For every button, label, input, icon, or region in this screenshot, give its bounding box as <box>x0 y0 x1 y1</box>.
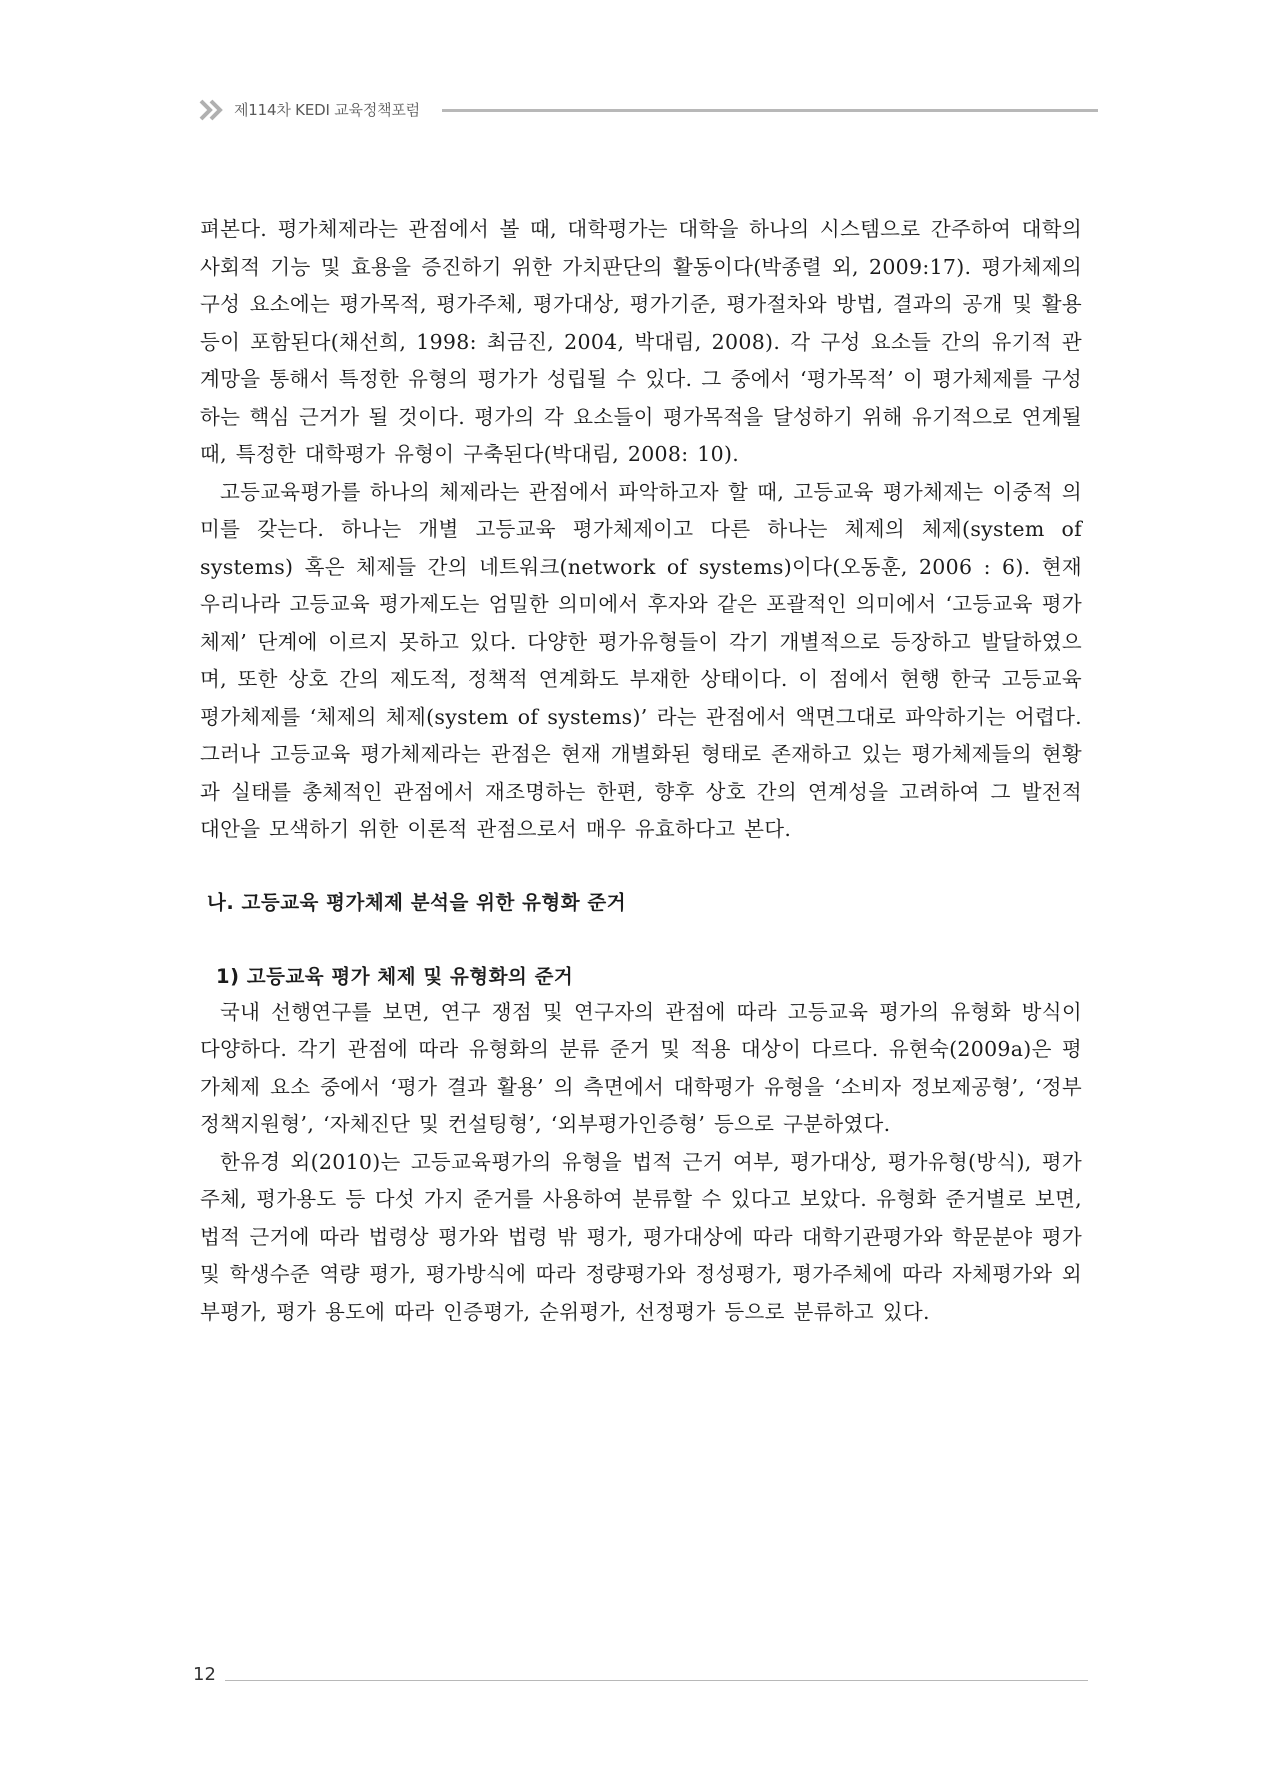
paragraph-2: 고등교육평가를 하나의 체제라는 관점에서 파악하고자 할 때, 고등교육 평가체제는 이중적 의미를 갖는다. 하나는 개별 고등교육 평가체제이고 다른 하나는 체제의 체제(system of systems) 혹은 체제들 간의 네트워크(network of systems)이다(오동훈, 2006 : 6). 현재 우리나라 고등교육 평가제도는 엄밀한 의미에서 후자와 같은 포괄적인 의미에서 ‘고등교육 평가체제’ 단계에 이르지 못하고 있다. 다양한 평가유형들이 각기 개별적으로 등장하고 발달하였으며, 또한 상호 간의 제도적, 정책적 연계화도 부재한 상태이다. 이 점에서 현행 한국 고등교육 평가체제를 ‘체제의 체제(system of systems)’ 라는 관점에서 액면그대로 파악하기는 어렵다. 그러나 고등교육 평가체제라는 관점은 현재 개별화된 형태로 존재하고 있는 평가체제들의 현황과 실태를 총체적인 관점에서 재조명하는 한편, 향후 상호 간의 연계성을 고려하여 그 발전적 대안을 모색하기 위한 이론적 관점으로서 매우 유효하다고 본다. <box>200 479 1082 841</box>
paragraph-1: 펴본다. 평가체제라는 관점에서 볼 때, 대학평가는 대학을 하나의 시스템으로 간주하여 대학의 사회적 기능 및 효용을 증진하기 위한 가치판단의 활동이다(박종렬 외, 2009:17). 평가체제의 구성 요소에는 평가목적, 평가주체, 평가대상, 평가기준, 평가절차와 방법, 결과의 공개 및 활용 등이 포함된다(채선희, 1998: 최금진, 2004, 박대림, 2008). 각 구성 요소들 간의 유기적 관계망을 통해서 특정한 유형의 평가가 성립될 수 있다. 그 중에서 ‘평가목적’ 이 평가체제를 구성하는 핵심 근거가 될 것이다. 평가의 각 요소들이 평가목적을 달성하기 위해 유기적으로 연계될 때, 특정한 대학평가 유형이 구축된다(박대림, 2008: 10). <box>200 217 1082 466</box>
running-header <box>198 95 1098 125</box>
paragraph-3: 국내 선행연구를 보면, 연구 쟁점 및 연구자의 관점에 따라 고등교육 평가의 유형화 방식이 다양하다. 각기 관점에 따라 유형화의 분류 준거 및 적용 대상이 다르다. 유현숙(2009a)은 평가체제 요소 중에서 ‘평가 결과 활용’ 의 측면에서 대학평가 유형을 ‘소비자 정보제공형’, ‘정부 정책지원형’, ‘자체진단 및 컨설팅형’, ‘외부평가인증형’ 등으로 구분하였다. <box>200 999 1082 1136</box>
header-rule <box>442 109 1098 112</box>
page-number: 12 <box>193 1664 216 1685</box>
footer-rule <box>225 1680 1088 1681</box>
section-heading: 나. 고등교육 평가체제 분석을 위한 유형화 준거 <box>207 890 627 914</box>
subsection-heading: 1) 고등교육 평가 체제 및 유형화의 준거 <box>216 964 574 988</box>
page-footer <box>193 1662 1088 1692</box>
page-body <box>200 211 1082 1331</box>
double-chevron-icon <box>198 97 228 123</box>
paragraph-4: 한유경 외(2010)는 고등교육평가의 유형을 법적 근거 여부, 평가대상, 평가유형(방식), 평가주체, 평가용도 등 다섯 가지 준거를 사용하여 분류할 수 있다고 보았다. 유형화 준거별로 보면, 법적 근거에 따라 법령상 평가와 법령 밖 평가, 평가대상에 따라 대학기관평가와 학문분야 평가 및 학생수준 역량 평가, 평가방식에 따라 정량평가와 정성평가, 평가주체에 따라 자체평가와 외부평가, 평가 용도에 따라 인증평가, 순위평가, 선정평가 등으로 분류하고 있다. <box>200 1149 1082 1324</box>
header-title: 제114차 KEDI 교육정책포럼 <box>234 101 420 119</box>
